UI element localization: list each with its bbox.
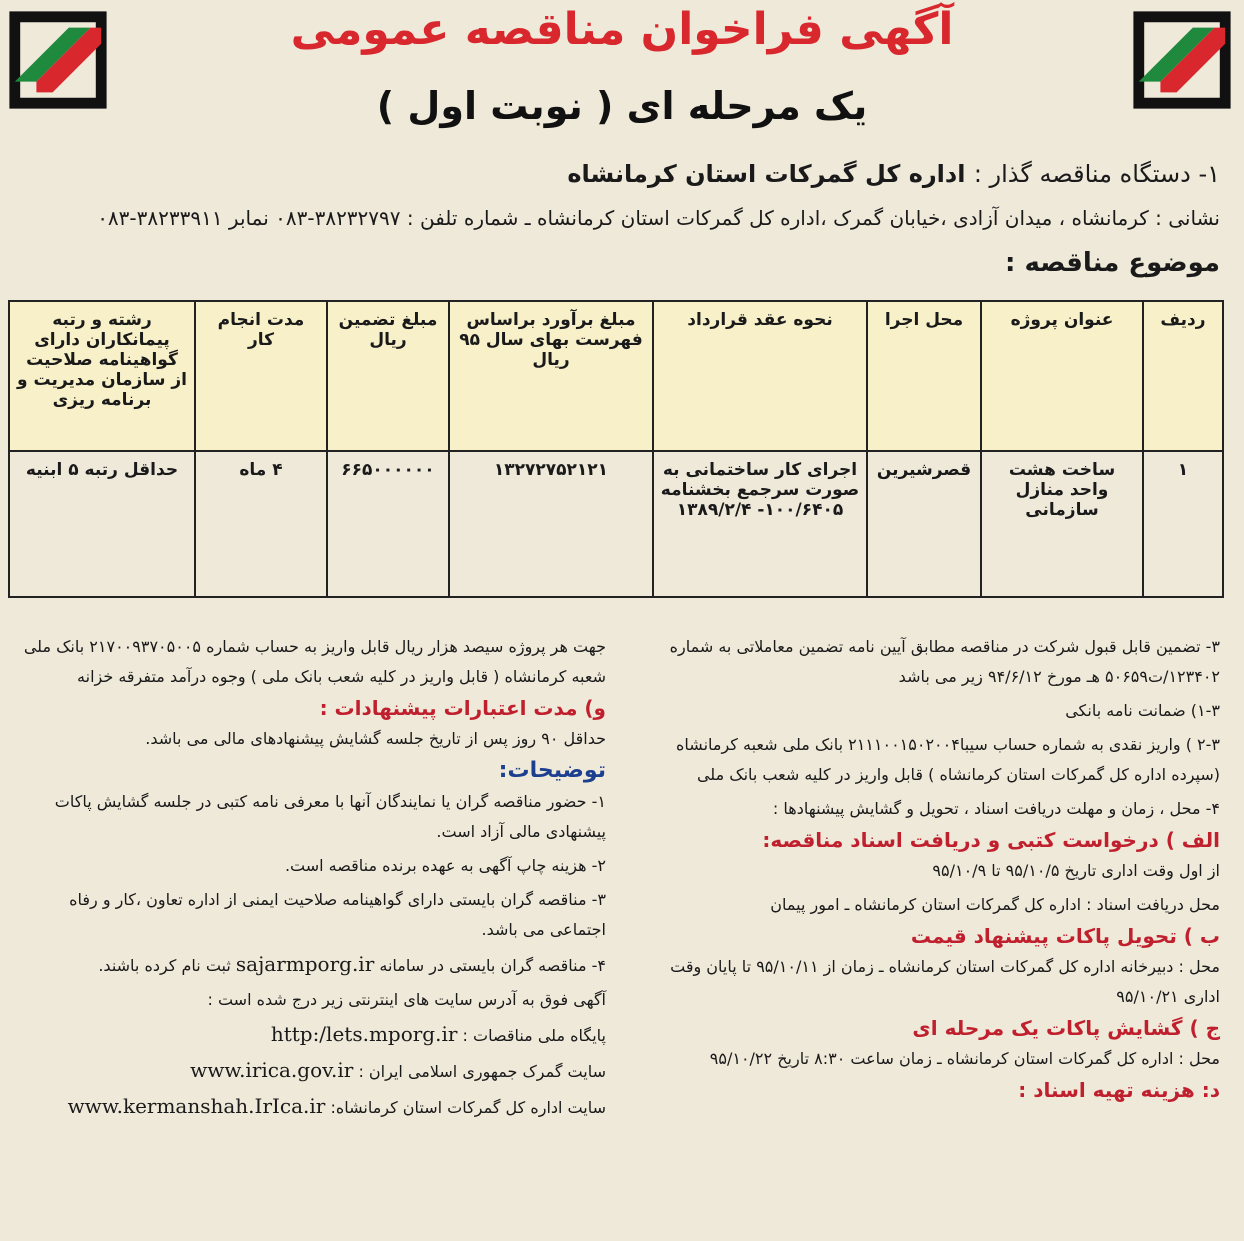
col-header: نحوه عقد قرارداد: [653, 301, 867, 451]
table-cell: قصرشیرین: [867, 451, 981, 597]
section-a-place: محل دریافت اسناد : اداره کل گمرکات استان کرمانشاه ـ امور پیمان: [770, 895, 1220, 914]
website-link[interactable]: http:/lets.mporg.ir: [270, 1022, 458, 1046]
section-d-title: د: هزینه تهیه اسناد :: [1018, 1078, 1220, 1102]
col-header: رشته و رتبه پیمانکاران دارای گواهینامه صلاحیت از سازمان مدیریت و برنامه ریزی: [9, 301, 195, 451]
note-1: ۱- حضور مناقصه گران یا نمایندگان آنها با معرفی نامه کتبی در جلسه گشایش پاکات پیشنهادی مالی آزاد است.: [54, 792, 606, 841]
right-column: [640, 632, 1220, 1106]
section-c-text: محل : اداره کل گمرکات استان کرمانشاه ـ زمان ساعت ۸:۳۰ تاریخ ۹۵/۱۰/۲۲: [709, 1049, 1220, 1068]
website-label: پایگاه ملی مناقصات :: [462, 1026, 606, 1045]
organizer-line: [567, 160, 1220, 188]
validity-title: و) مدت اعتبارات پیشنهادات :: [319, 696, 606, 720]
website-link[interactable]: www.kermanshah.IrIca.ir: [67, 1094, 326, 1118]
table-cell: ۴ ماه: [195, 451, 327, 597]
document-fee-text: جهت هر پروژه سیصد هزار ریال قابل واریز به حساب شماره ۲۱۷۰۰۹۳۷۰۵۰۰۵ بانک ملی شعبه کرمانشاه ( قابل واریز در کلیه شعب بانک ملی ) وجوه درآمد متفرقه خزانه: [23, 637, 606, 686]
website-line: [16, 1091, 606, 1123]
note-4-end: ثبت نام کرده باشند.: [98, 956, 231, 975]
tender-table: [8, 300, 1224, 598]
table-cell: حداقل رتبه ۵ ابنیه: [9, 451, 195, 597]
table-header-row: [9, 301, 1223, 451]
col-header: ردیف: [1143, 301, 1223, 451]
section-b-text: محل : دبیرخانه اداره کل گمرکات استان کرمانشاه ـ زمان از ۹۵/۱۰/۱۱ تا پایان وقت اداری ۹۵/۱۰/۲۱: [670, 957, 1220, 1006]
ad-subtitle: یک مرحله ای ( نوبت اول ): [376, 84, 868, 128]
col-header: مبلغ برآورد براساس فهرست بهای سال ۹۵ ریال: [449, 301, 653, 451]
table-row: [9, 451, 1223, 597]
table-cell: اجرای کار ساختمانی به صورت سرجمع بخشنامه ۱۰۰/۶۴۰۵- ۱۳۸۹/۲/۴: [653, 451, 867, 597]
section-b-title: ب ) تحویل پاکات پیشنهاد قیمت: [910, 924, 1220, 948]
guarantee-option-1: ۱-۳) ضمانت نامه بانکی: [1065, 701, 1220, 720]
left-column: [16, 632, 606, 1127]
col-header: مدت انجام کار: [195, 301, 327, 451]
table-cell: ساخت هشت واحد منازل سازمانی: [981, 451, 1143, 597]
subject-heading: موضوع مناقصه :: [1005, 248, 1220, 278]
organizer-prefix: ۱- دستگاه مناقصه گذار :: [973, 160, 1220, 188]
ad-title: آگهی فراخوان مناقصه عمومی: [290, 4, 954, 55]
organizer-name: اداره کل گمرکات استان کرمانشاه: [567, 160, 966, 188]
table-cell: ۶۶۵۰۰۰۰۰۰: [327, 451, 449, 597]
website-link[interactable]: www.irica.gov.ir: [190, 1058, 354, 1082]
note-4-start: ۴- مناقصه گران بایستی در سامانه: [379, 956, 606, 975]
guarantee-text: ۳- تضمین قابل قبول شرکت در مناقصه مطابق آیین نامه تضمین معاملاتی به شماره ۱۲۳۴۰۲/ت۵۰۶۵۹ هـ مورخ ۹۴/۶/۱۲ زیر می باشد: [669, 637, 1220, 686]
schedule-heading: ۴- محل ، زمان و مهلت دریافت اسناد ، تحویل و گشایش پیشنهادها :: [772, 799, 1220, 818]
table-cell: ۱۳۲۷۲۷۵۲۱۲۱: [449, 451, 653, 597]
website-line: [16, 1019, 606, 1051]
address-line: نشانی : کرمانشاه ، میدان آزادی ،خیابان گمرک ،اداره کل گمرکات استان کرمانشاه ـ شماره تلفن : ۳۸۲۳۲۷۹۷-۰۸۳ نمابر ۳۸۲۳۳۹۱۱-۰۸۳: [97, 206, 1220, 230]
section-a-dates: از اول وقت اداری تاریخ ۹۵/۱۰/۵ تا ۹۵/۱۰/۹: [932, 861, 1220, 880]
table-cell: ۱: [1143, 451, 1223, 597]
notes-title: توضیحات:: [498, 758, 606, 783]
col-header: مبلغ تضمین ریال: [327, 301, 449, 451]
col-header: عنوان پروژه: [981, 301, 1143, 451]
section-a-title: الف ) درخواست کتبی و دریافت اسناد مناقصه:: [762, 828, 1220, 852]
section-c-title: ج ) گشایش پاکات یک مرحله ای: [912, 1016, 1220, 1040]
website-label: سایت گمرک جمهوری اسلامی ایران :: [358, 1062, 606, 1081]
guarantee-option-2: ۲-۳ ) واریز نقدی به شماره حساب سیبا۲۱۱۱۰۰۱۵۰۲۰۰۴ بانک ملی شعبه کرمانشاه (سپرده اداره کل گمرکات استان کرمانشاه ) قابل واریز در کلیه شعب بانک ملی: [676, 735, 1220, 784]
website-line: [16, 1055, 606, 1087]
validity-text: حداقل ۹۰ روز پس از تاریخ جلسه گشایش پیشنهادهای مالی می باشد.: [145, 729, 606, 748]
note-3: ۳- مناقصه گران بایستی دارای گواهینامه صلاحیت ایمنی از اداره تعاون ،کار و رفاه اجتماعی می باشد.: [69, 890, 606, 939]
websites-intro: آگهی فوق به آدرس سایت های اینترنتی زیر درج شده است :: [207, 990, 606, 1009]
sajar-link[interactable]: sajarmporg.ir: [235, 952, 375, 976]
website-label: سایت اداره کل گمرکات استان کرمانشاه:: [330, 1098, 606, 1117]
note-2: ۲- هزینه چاپ آگهی به عهده برنده مناقصه است.: [284, 856, 606, 875]
col-header: محل اجرا: [867, 301, 981, 451]
note-4: [16, 949, 606, 981]
